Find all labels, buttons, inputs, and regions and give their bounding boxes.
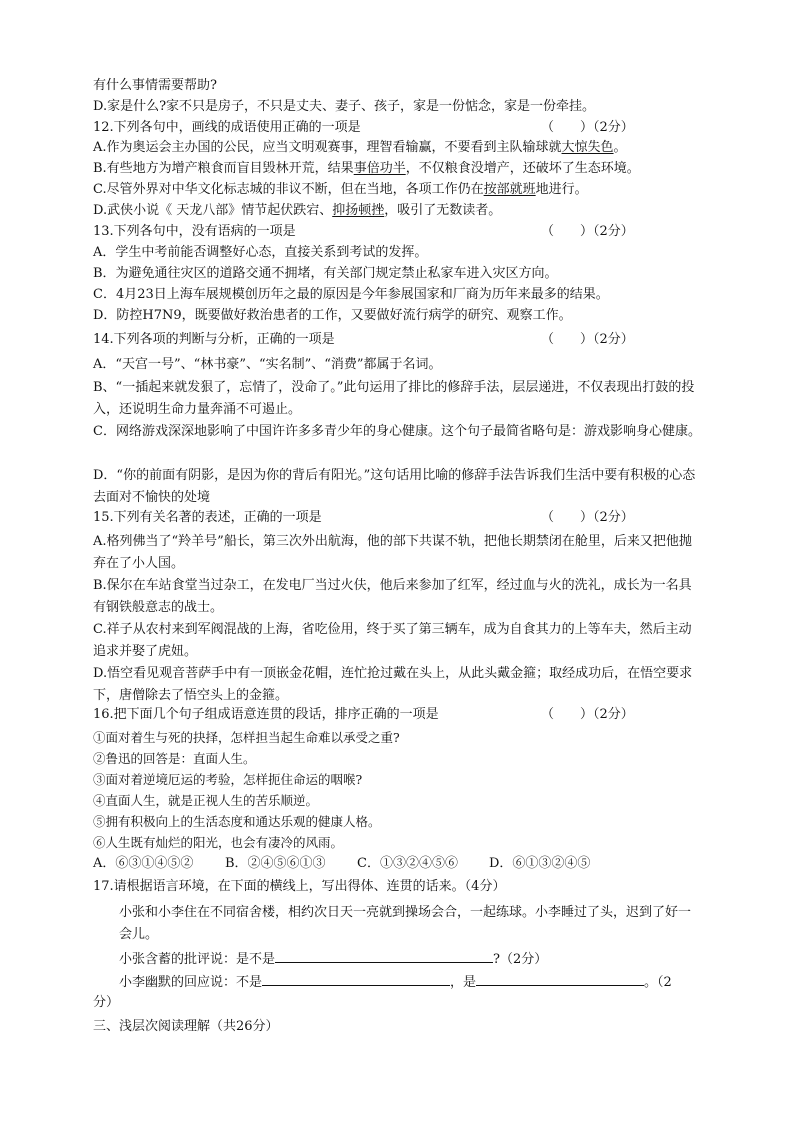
text-line: 分）	[93, 995, 120, 1010]
question-15-option-b: B.保尔在车站食堂当过杂工，在发电厂当过火伕，他后来参加了红军，经过血与火的洗礼，成长为一名具有钢铁般意志的战士。	[93, 578, 692, 615]
question-13-score: （ ）（2分）	[541, 224, 634, 239]
question-16-option-c: C．①③②④⑤⑥	[357, 856, 458, 871]
question-14-score: （ ）（2分）	[541, 332, 634, 347]
question-17-passage: 小张和小李住在不同宿舍楼，相约次日天一亮就到操场会合，一起练球。小李睡过了头，迟到了好一会儿。	[119, 905, 692, 942]
answer-blank[interactable]	[262, 972, 450, 986]
question-14-stem: 14.下列各项的判断与分析，正确的一项是	[93, 332, 335, 347]
sentence-item: ⑥人生既有灿烂的阳光，也会有凄冷的风雨。	[93, 835, 344, 850]
question-16-option-a: A．⑥③①④⑤②	[93, 856, 194, 871]
question-16-option-d: D．⑥①③②④⑤	[489, 856, 591, 871]
question-12-score: （ ）（2分）	[541, 120, 634, 135]
question-14-option-d: D．“你的前面有阴影，是因为你的背后有阳光。”这句话用比喻的修辞手法告诉我们生活中要有积极的心态去面对不愉快的处境	[93, 468, 696, 505]
question-13-option-d: D．防控H7N9，既要做好救治患者的工作，又要做好流行病学的研究、观察工作。	[93, 308, 572, 323]
sentence-item: ④直面人生，就是正视人生的苦乐顺逆。	[93, 793, 319, 808]
question-15-stem: 15.下列有关名著的表述，正确的一项是	[93, 510, 322, 525]
text-line: 有什么事情需要帮助?	[93, 78, 217, 93]
question-15-option-d: D.悟空看见观音菩萨手中有一顶嵌金花帽，连忙抢过戴在头上，从此头戴金箍；取经成功后，在悟空要求下，唐僧除去了悟空头上的金箍。	[93, 666, 693, 703]
question-17-line-1: 小张含蓄的批评说：是不是 ?（2分）	[93, 949, 547, 970]
question-15-score: （ ）（2分）	[541, 510, 634, 525]
question-16-score: （ ）（2分）	[541, 707, 634, 722]
question-15-option-a: A.格列佛当了“羚羊号”船长，第三次外出航海，他的部下共谋不轨，把他长期禁闭在舱里，后来又把他抛弃在了小人国。	[93, 534, 692, 571]
question-13-option-c: C．4月23日上海车展规模创历年之最的原因是今年参展国家和厂商为历年来最多的结果。	[93, 287, 609, 302]
question-14-option-c: C．网络游戏深深地影响了中国许许多多青少年的身心健康。这个句子最简省略句是：游戏影响身心健康。	[93, 424, 701, 439]
question-16-options	[93, 854, 590, 874]
question-13-option-a: A．学生中考前能否调整好心态，直接关系到考试的发挥。	[93, 245, 428, 260]
question-12-option-b: B.有些地方为增产粮食而盲目毁林开荒，结果事倍功半，不仅粮食没增产，还破坏了生态环境。	[93, 161, 640, 176]
question-12-option-a: A.作为奥运会主办国的公民，应当文明观赛事，理智看输赢，不要看到主队输球就大惊失色。	[93, 140, 627, 155]
question-12-option-d: D.武侠小说《 天龙八部》情节起伏跌宕、抑扬顿挫，吸引了无数读者。	[93, 203, 502, 218]
sentence-item: ②鲁迅的回答是：直面人生。	[93, 751, 256, 766]
question-16-stem: 16.把下面几个句子组成语意连贯的段话，排序正确的一项是	[93, 707, 439, 722]
answer-blank[interactable]	[275, 949, 493, 963]
question-17-stem: 17.请根据语言环境，在下面的横线上，写出得体、连贯的话来。（4分）	[93, 879, 506, 894]
answer-blank[interactable]	[476, 972, 644, 986]
sentence-item: ③面对着逆境厄运的考验，怎样扼住命运的咽喉?	[93, 772, 363, 787]
text-line: D.家是什么?家不只是房子，不只是丈夫、妻子、孩子，家是一份惦念，家是一份牵挂。	[93, 99, 596, 114]
question-12-stem: 12.下列各句中，画线的成语使用正确的一项是	[93, 120, 361, 135]
question-14-option-a: A．“天宫一号”、“林书豪”、“实名制”、“消费”都属于名词。	[93, 357, 442, 372]
question-17-line-2: 小李幽默的回应说：不是 ，是 。（2	[93, 972, 672, 993]
question-13-stem: 13.下列各句中，没有语病的一项是	[93, 224, 296, 239]
sentence-item: ⑤拥有积极向上的生活态度和通达乐观的健康人格。	[93, 814, 381, 829]
question-16-option-b: B．②④⑤⑥①③	[225, 856, 326, 871]
question-12-option-c: C.尽管外界对中华文化标志城的非议不断，但在当地，各项工作仍在按部就班地进行。	[93, 182, 588, 197]
question-14-option-b: B、“一插起来就发狠了，忘情了，没命了。”此句运用了排比的修辞手法，层层递进，不仅表现出打鼓的投入，还说明生命力量奔涌不可遏止。	[93, 380, 695, 417]
section-heading: 三、浅层次阅读理解（共26分）	[93, 1019, 279, 1034]
sentence-item: ①面对着生与死的抉择，怎样担当起生命难以承受之重?	[93, 730, 400, 745]
question-13-option-b: B．为避免通往灾区的道路交通不拥堵，有关部门规定禁止私家车进入灾区方向。	[93, 266, 558, 281]
question-15-option-c: C.祥子从农村来到军阀混战的上海，省吃俭用，终于买了第三辆车，成为自食其力的上等车夫，然后主动追求并娶了虎妞。	[93, 622, 692, 659]
